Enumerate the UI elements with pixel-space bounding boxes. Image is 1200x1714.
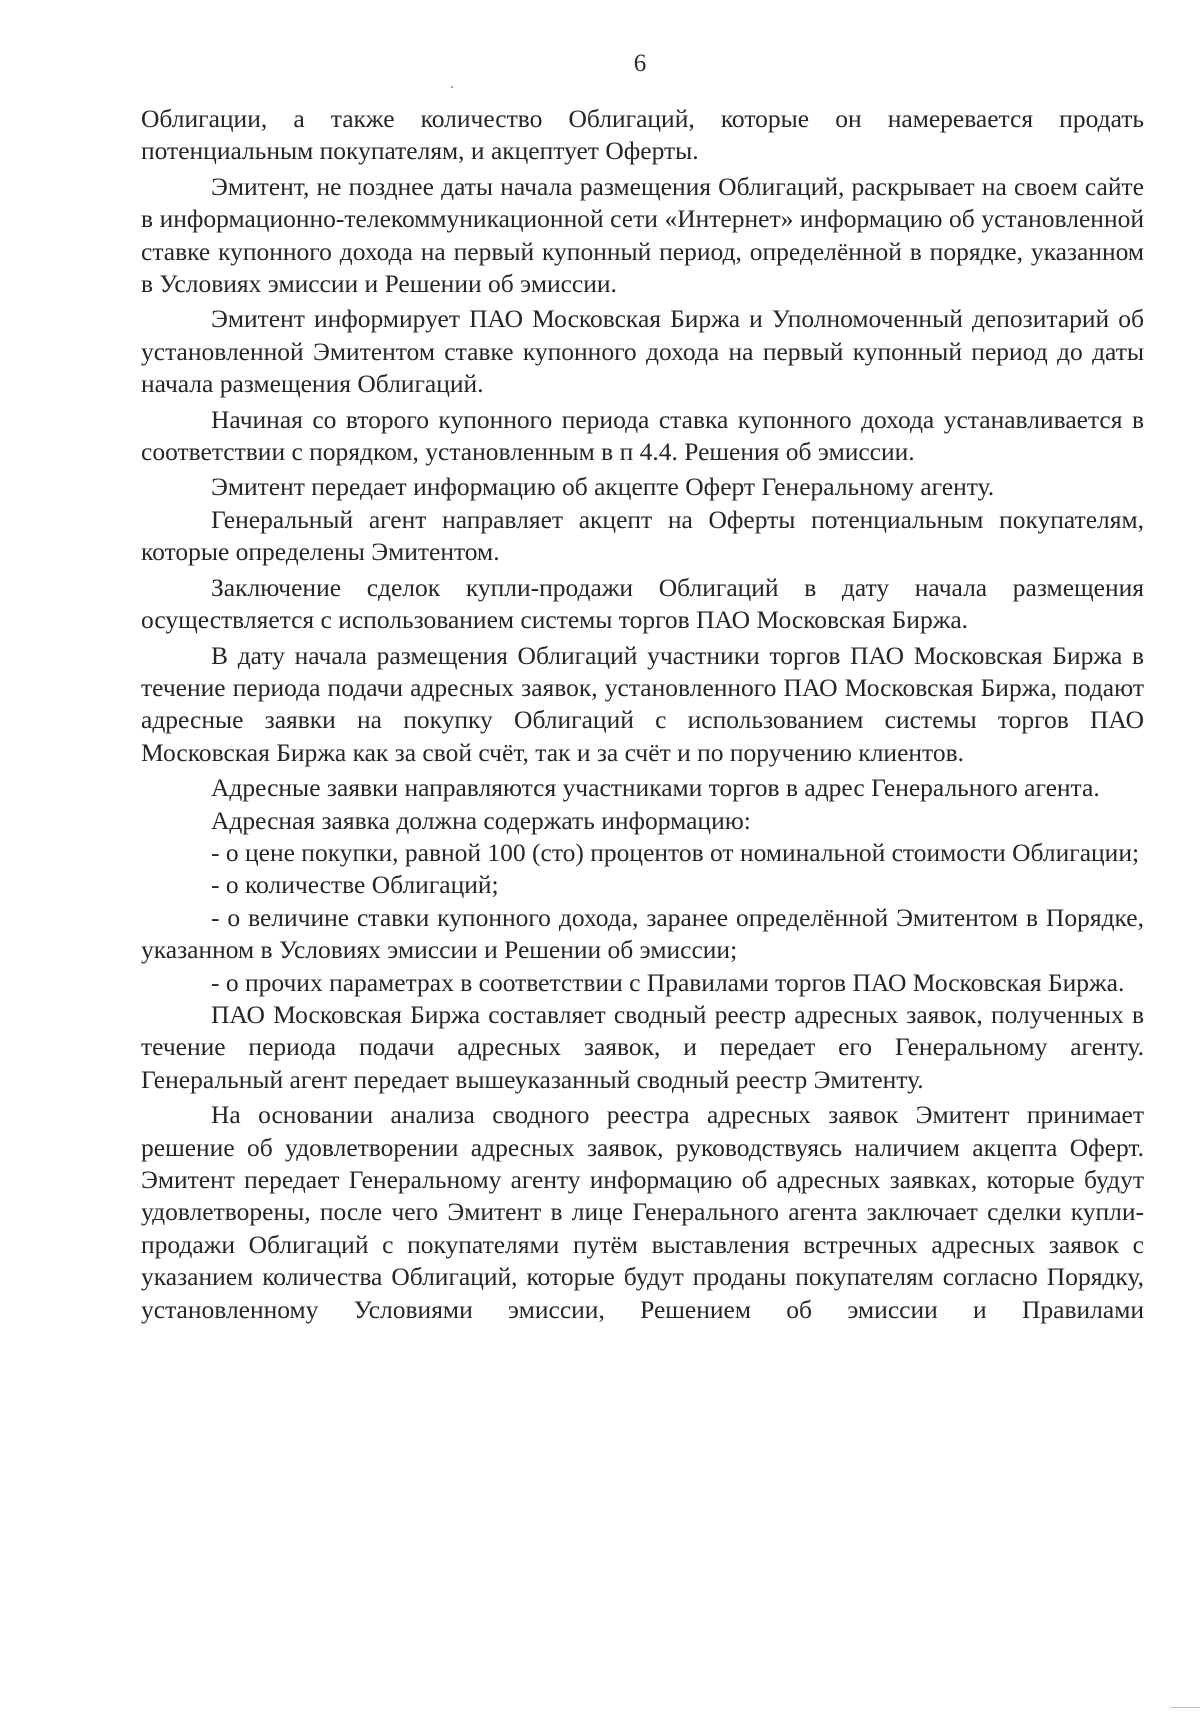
document-body (141, 103, 1144, 1326)
paragraph-deals: Заключение сделок купли-продажи Облигаций в дату начала размещения осуществляется с использованием системы торгов ПАО Московская Биржа. (141, 572, 1144, 635)
paragraph-register: ПАО Московская Биржа составляет сводный реестр адресных заявок, полученных в течение периода подачи адресных заявок, и передает его Генеральному агенту. Генеральный агент передает вышеуказанный сводный реестр Эмитенту. (141, 999, 1144, 1094)
paragraph-general-agent: Генеральный агент направляет акцепт на Оферты потенциальным покупателям, которые определены Эмитентом. (141, 504, 1144, 567)
paragraph-coupon-rate: Начиная со второго купонного периода ставка купонного дохода устанавливается в соответствии с порядком, установленным в п 4.4. Решения об эмиссии. (141, 404, 1144, 467)
paragraph-inform-exchange: Эмитент информирует ПАО Московская Биржа и Уполномоченный депозитарий об установленной Эмитентом ставке купонного дохода на первый купонный период до даты начала размещения Облигаций. (141, 304, 1144, 399)
paragraph-continuation: Облигации, а также количество Облигаций, которые он намеревается продать потенциальным покупателям, и акцептует Оферты. (141, 104, 1144, 166)
paragraph-acceptance: Эмитент передает информацию об акцепте Оферт Генеральному агенту. (211, 472, 995, 502)
list-item-coupon: - о величине ставки купонного дохода, заранее определённой Эмитентом в Порядке, указанном в Условиях эмиссии и Решении об эмиссии; (141, 902, 1144, 965)
list-item-quantity: - о количестве Облигаций; (211, 870, 499, 900)
paragraph-disclosure: Эмитент, не позднее даты начала размещения Облигаций, раскрывает на своем сайте в информационно-телекоммуникационной сети «Интернет» информацию об установленной ставке купонного дохода на первый купонный период, определённой в порядке, указанном в Условиях эмиссии и Решении об эмиссии. (141, 171, 1144, 299)
scan-edge-mark (1170, 1707, 1200, 1714)
list-item-price: - о цене покупки, равной 100 (сто) процентов от номинальной стоимости Облигации; (211, 837, 1140, 867)
paragraph-address-orders: Адресные заявки направляются участниками торгов в адрес Генерального агента. (211, 773, 1100, 803)
paragraph-order-contents: Адресная заявка должна содержать информацию: (211, 805, 751, 835)
page-number: 6 (633, 50, 647, 77)
paragraph-placement-date: В дату начала размещения Облигаций участники торгов ПАО Московская Биржа в течение периода подачи адресных заявок, установленного ПАО Московская Биржа, подают адресные заявки на покупку Облигаций с использованием системы торгов ПАО Московская Биржа как за свой счёт, так и за счёт и по поручению клиентов. (141, 640, 1144, 767)
scan-speck (451, 86, 453, 88)
list-item-other: - о прочих параметрах в соответствии с Правилами торгов ПАО Московская Биржа. (211, 967, 1125, 997)
paragraph-decision: На основании анализа сводного реестра адресных заявок Эмитент принимает решение об удовлетворении адресных заявок, руководствуясь наличием акцепта Оферт. Эмитент передает Генеральному агенту информацию об адресных заявках, которые будут удовлетворены, после чего Эмитент в лице Генерального агента заключает сделки купли-продажи Облигаций с покупателями путём выставления встречных адресных заявок с указанием количества Облигаций, которые будут проданы покупателям согласно Порядку, установленному Условиями эмиссии, Решением об эмиссии и Правилами (141, 1100, 1144, 1324)
